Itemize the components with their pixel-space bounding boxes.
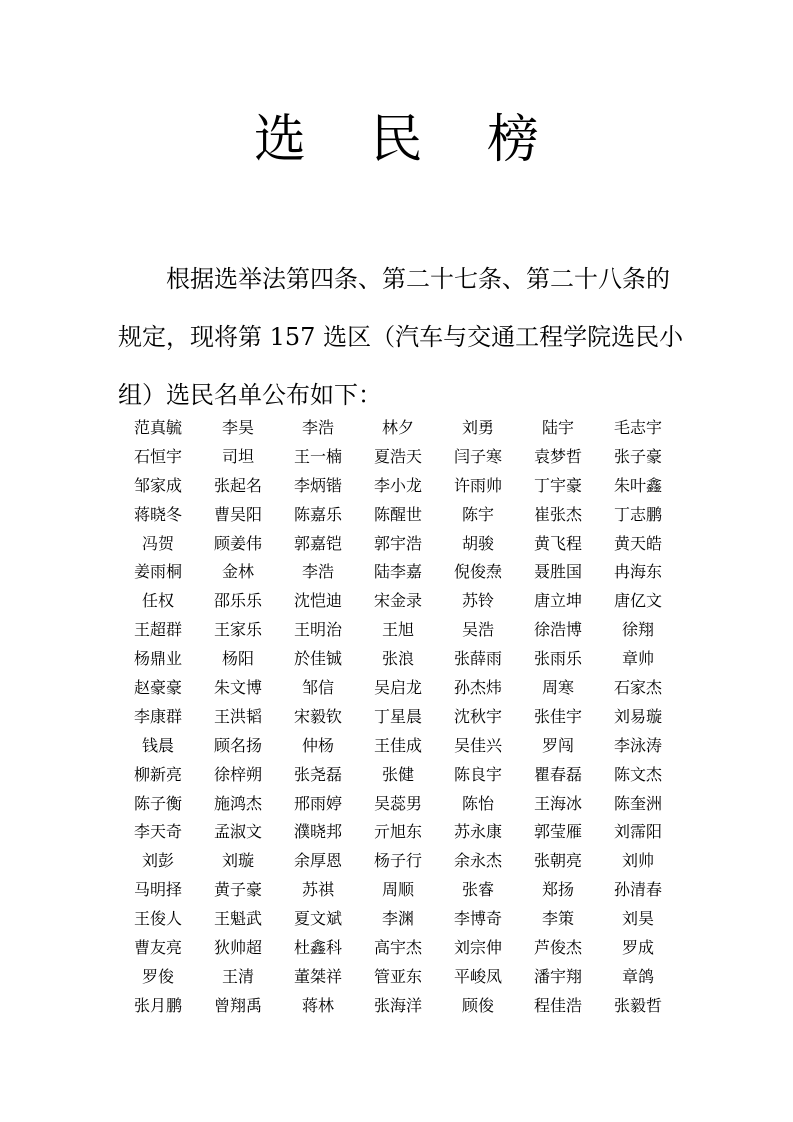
voter-name: 王魁武 [213,909,262,929]
voter-name-list [118,414,678,1021]
voter-name: 王海冰 [533,793,582,813]
voter-name: 罗成 [621,938,654,958]
voter-name: 於佳铖 [293,649,342,669]
voter-name: 王超群 [133,620,182,640]
voter-name: 王旭 [381,620,414,640]
voter-name: 濮晓邦 [293,822,342,842]
voter-name: 林夕 [381,418,414,437]
voter-name: 刘宗伸 [453,938,502,958]
voter-name: 唐立坤 [533,591,582,611]
voter-name: 任权 [141,591,174,611]
voter-name: 吴蕊男 [373,793,422,813]
voter-name: 李天奇 [133,822,182,842]
voter-name: 聂胜国 [533,562,582,582]
voter-name: 李浩 [301,418,334,437]
voter-name: 丁志鹏 [613,504,662,524]
voter-name: 张朝亮 [533,851,582,871]
voter-name: 周顺 [381,880,414,900]
voter-name: 罗闯 [541,735,574,755]
voter-name: 石家杰 [613,678,662,698]
voter-name: 刘彭 [141,851,174,871]
voter-name: 郭宇浩 [373,533,422,553]
voter-name: 高宇杰 [373,938,422,958]
voter-name: 苏永康 [453,822,502,842]
voter-name: 李渊 [381,909,414,929]
voter-name: 袁梦哲 [533,446,582,466]
voter-name: 黄子豪 [213,880,262,900]
voter-name: 陆李嘉 [373,562,422,582]
voter-name: 张海洋 [373,995,422,1015]
voter-name: 陈文杰 [613,764,662,784]
voter-name: 狄帅超 [213,938,262,958]
voter-name: 李炳锴 [293,475,342,495]
voter-name: 平峻凤 [453,966,502,986]
voter-name: 唐亿文 [613,591,662,611]
voter-name: 蒋晓冬 [133,504,182,524]
voter-name: 顾姜伟 [213,533,262,553]
voter-name: 刘帅 [621,851,654,871]
voter-name: 丁星晨 [373,706,422,726]
voter-name: 闫子寒 [453,446,502,466]
voter-name: 刘璇 [221,851,254,871]
voter-name: 朱文博 [213,678,262,698]
voter-name: 杜鑫科 [293,938,342,958]
voter-name: 吴启龙 [373,678,422,698]
voter-name: 顾俊 [461,995,494,1015]
voter-name: 张浪 [381,649,414,669]
voter-name: 王一楠 [293,446,342,466]
voter-name: 吴浩 [461,620,494,640]
voter-name: 丁宇豪 [533,475,582,495]
voter-name: 刘昊 [621,909,654,929]
voter-name: 张佳宇 [533,706,582,726]
voter-name: 郭莹雁 [533,822,582,842]
voter-name: 马明择 [133,880,182,900]
voter-name: 蒋林 [301,995,334,1015]
voter-name: 张雨乐 [533,649,582,669]
voter-name: 黄飞程 [533,533,582,553]
voter-name: 石恒宇 [133,446,182,466]
voter-name: 杨子行 [373,851,422,871]
voter-name: 许雨帅 [453,475,502,495]
voter-name: 余厚恩 [293,851,342,871]
voter-name: 曹吴阳 [213,504,262,524]
voter-name: 孙清春 [613,880,662,900]
voter-name: 宋金录 [373,591,422,611]
voter-name: 徐梓朔 [213,764,262,784]
voter-name: 李小龙 [373,475,422,495]
voter-name: 董桀祥 [293,966,342,986]
voter-name: 赵豪豪 [133,678,182,698]
voter-name: 李泳涛 [613,735,662,755]
voter-name: 张毅哲 [613,995,662,1015]
voter-name: 施鸿杰 [213,793,262,813]
voter-name: 陈醒世 [373,504,422,524]
voter-name: 程佳浩 [533,995,582,1015]
voter-name: 王清 [221,966,254,986]
voter-name: 宋毅钦 [293,706,342,726]
voter-name: 瞿春磊 [533,764,582,784]
voter-name: 王家乐 [213,620,262,640]
voter-name: 张健 [381,764,414,784]
voter-name: 钱晨 [141,735,174,755]
voter-name: 邹家成 [133,475,182,495]
voter-name: 张薛雨 [453,649,502,669]
voter-name: 苏铃 [461,591,494,611]
voter-name: 柳新亮 [133,764,182,784]
voter-name: 刘勇 [461,418,494,437]
voter-name: 倪俊焘 [453,562,502,582]
voter-name: 陈奎洲 [613,793,662,813]
voter-name: 陈嘉乐 [293,504,342,524]
voter-name: 李浩 [301,562,334,582]
voter-name: 杨鼎业 [133,649,182,669]
voter-name: 冯贺 [141,533,174,553]
voter-name: 顾名扬 [213,735,262,755]
voter-name: 潘宇翔 [533,966,582,986]
voter-name: 邢雨婷 [293,793,342,813]
voter-name: 徐翔 [621,620,654,640]
voter-name: 仲杨 [301,735,334,755]
voter-name: 朱叶鑫 [613,475,662,495]
voter-name: 吴佳兴 [453,735,502,755]
voter-name: 崔张杰 [533,504,582,524]
voter-name: 孟淑文 [213,822,262,842]
voter-name: 张起名 [213,475,262,495]
voter-name: 王佳成 [373,735,422,755]
voter-name: 王明治 [293,620,342,640]
voter-name: 罗俊 [141,966,174,986]
voter-name: 章鸽 [621,966,654,986]
voter-name: 夏文斌 [293,909,342,929]
voter-name: 陈良宇 [453,764,502,784]
voter-name: 冉海东 [613,562,662,582]
voter-name: 孙杰炜 [453,678,502,698]
voter-name: 范真毓 [133,418,182,437]
voter-name: 邵乐乐 [213,591,262,611]
voter-name: 金林 [221,562,254,582]
voter-name: 王洪韬 [213,706,262,726]
voter-name: 徐浩博 [533,620,582,640]
voter-name: 陈怡 [461,793,494,813]
page-title: 选 民 榜 [253,110,564,170]
voter-name: 李康群 [133,706,182,726]
intro-paragraph: 根据选举法第四条、第二十七条、第二十八条的规定，现将第 157 选区（汽车与交通工程学院选民小组）选民名单公布如下： [118,265,684,409]
voter-name: 芦俊杰 [533,938,582,958]
voter-name: 刘霈阳 [613,822,662,842]
voter-name: 沈恺迪 [293,591,342,611]
voter-name: 曹友亮 [133,938,182,958]
voter-name: 杨阳 [221,649,254,669]
voter-name: 周寒 [541,678,574,698]
voter-name: 沈秋宇 [453,706,502,726]
voter-name: 管亚东 [373,966,422,986]
voter-name: 夏浩天 [373,446,422,466]
voter-name: 余永杰 [453,851,502,871]
voter-name: 郭嘉铠 [293,533,342,553]
voter-name: 王俊人 [133,909,182,929]
voter-name: 郑扬 [541,880,574,900]
voter-name: 张睿 [461,880,494,900]
voter-name: 亓旭东 [373,822,422,842]
voter-name: 张尧磊 [293,764,342,784]
voter-name: 曾翔禹 [213,995,262,1015]
voter-name: 姜雨桐 [133,562,182,582]
voter-name: 陆宇 [541,418,574,437]
voter-name: 张子豪 [613,446,662,466]
voter-name: 李昊 [221,418,254,437]
voter-name: 张月鹏 [133,995,182,1015]
voter-name: 苏祺 [301,880,334,900]
voter-name: 章帅 [621,649,654,669]
voter-name: 李博奇 [453,909,502,929]
voter-name: 毛志宇 [613,418,662,437]
voter-name: 刘易璇 [613,706,662,726]
voter-name: 胡骏 [461,533,494,553]
voter-name: 陈子衡 [133,793,182,813]
voter-name: 李策 [541,909,574,929]
voter-name: 黄天皓 [613,533,662,553]
voter-name: 陈宇 [461,504,494,524]
voter-name: 司坦 [221,446,254,466]
voter-name: 邹信 [301,678,334,698]
